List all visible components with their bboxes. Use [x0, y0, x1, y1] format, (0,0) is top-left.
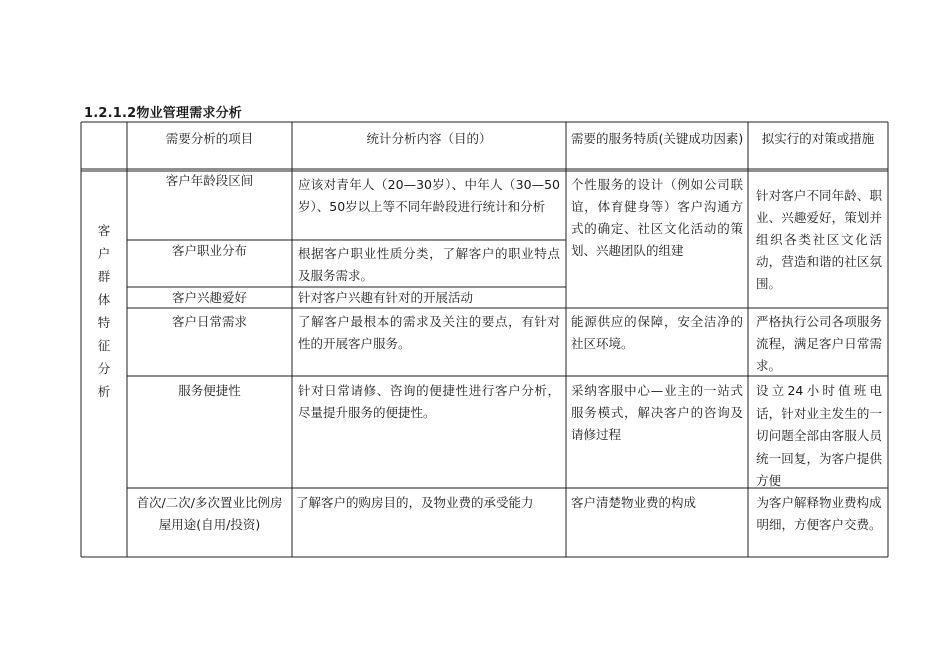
group-label-char: 客	[97, 223, 111, 238]
row-purchase-service: 客户清楚物业费的构成	[571, 495, 697, 510]
header-measure: 拟实行的对策或措施	[761, 131, 875, 146]
group-label-char: 分	[97, 361, 111, 376]
row-age-content: 应该对青年人（20—30岁）、中年人（30—50岁）、50岁以上等不同年龄段进行统计和分析	[298, 177, 560, 214]
row-purchase-measure: 为客户解释物业费构成明细，方便客户交费。	[756, 495, 882, 532]
row-purchase-item: 首次/二次/多次置业比例房屋用途(自用/投资)	[136, 495, 283, 532]
row-job-content: 根据客户职业性质分类，了解客户的职业特点及服务需求。	[298, 246, 560, 283]
merged-service-cell: 个性服务的设计（例如公司联谊，体育健身等）客户沟通方式的确定、社区文化活动的策划、兴趣团队的组建	[571, 177, 743, 258]
group-label-char: 群	[97, 269, 111, 284]
merged-measure-cell: 针对客户不同年龄、职业、兴趣爱好，策划并组织各类社区文化活动，营造和谐的社区氛围。	[756, 188, 882, 291]
group-label-customer-analysis	[84, 219, 124, 403]
group-label-char: 户	[97, 246, 111, 261]
row-daily-measure: 严格执行公司各项服务流程，满足客户日常需求。	[756, 314, 882, 373]
header-content: 统计分析内容（目的）	[366, 131, 492, 146]
row-daily-service: 能源供应的保障，安全洁净的社区环境。	[571, 314, 743, 351]
row-convenience-content: 针对日常请修、咨询的便捷性进行客户分析，尽量提升服务的便捷性。	[298, 383, 560, 420]
row-interest-item: 客户兴趣爱好	[171, 290, 247, 305]
row-daily-content: 了解客户最根本的需求及关注的要点，有针对性的开展客户服务。	[298, 314, 560, 351]
row-interest-content: 针对客户兴趣有针对的开展活动	[298, 290, 474, 305]
row-job-item: 客户职业分布	[171, 243, 247, 258]
row-daily-item: 客户日常需求	[171, 314, 247, 329]
group-label-char: 特	[97, 315, 111, 330]
header-service: 需要的服务特质(关键成功因素)	[571, 131, 744, 146]
row-purchase-content: 了解客户的购房目的，及物业费的承受能力	[296, 495, 534, 510]
group-label-char: 析	[97, 384, 111, 399]
row-convenience-item: 服务便捷性	[178, 383, 241, 398]
row-age-item: 客户年龄段区间	[165, 173, 254, 188]
group-label-char: 征	[97, 338, 111, 353]
row-convenience-measure: 设立24小时值班电话，针对业主发生的一切问题全部由客服人员统一回复，为客户提供方便	[756, 383, 882, 488]
row-convenience-service: 采纳客服中心—业主的一站式服务模式，解决客户的咨询及请修过程	[571, 383, 743, 442]
section-heading: 1.2.1.2物业管理需求分析	[84, 106, 242, 121]
header-item: 需要分析的项目	[165, 131, 254, 146]
group-label-char: 体	[97, 292, 111, 307]
